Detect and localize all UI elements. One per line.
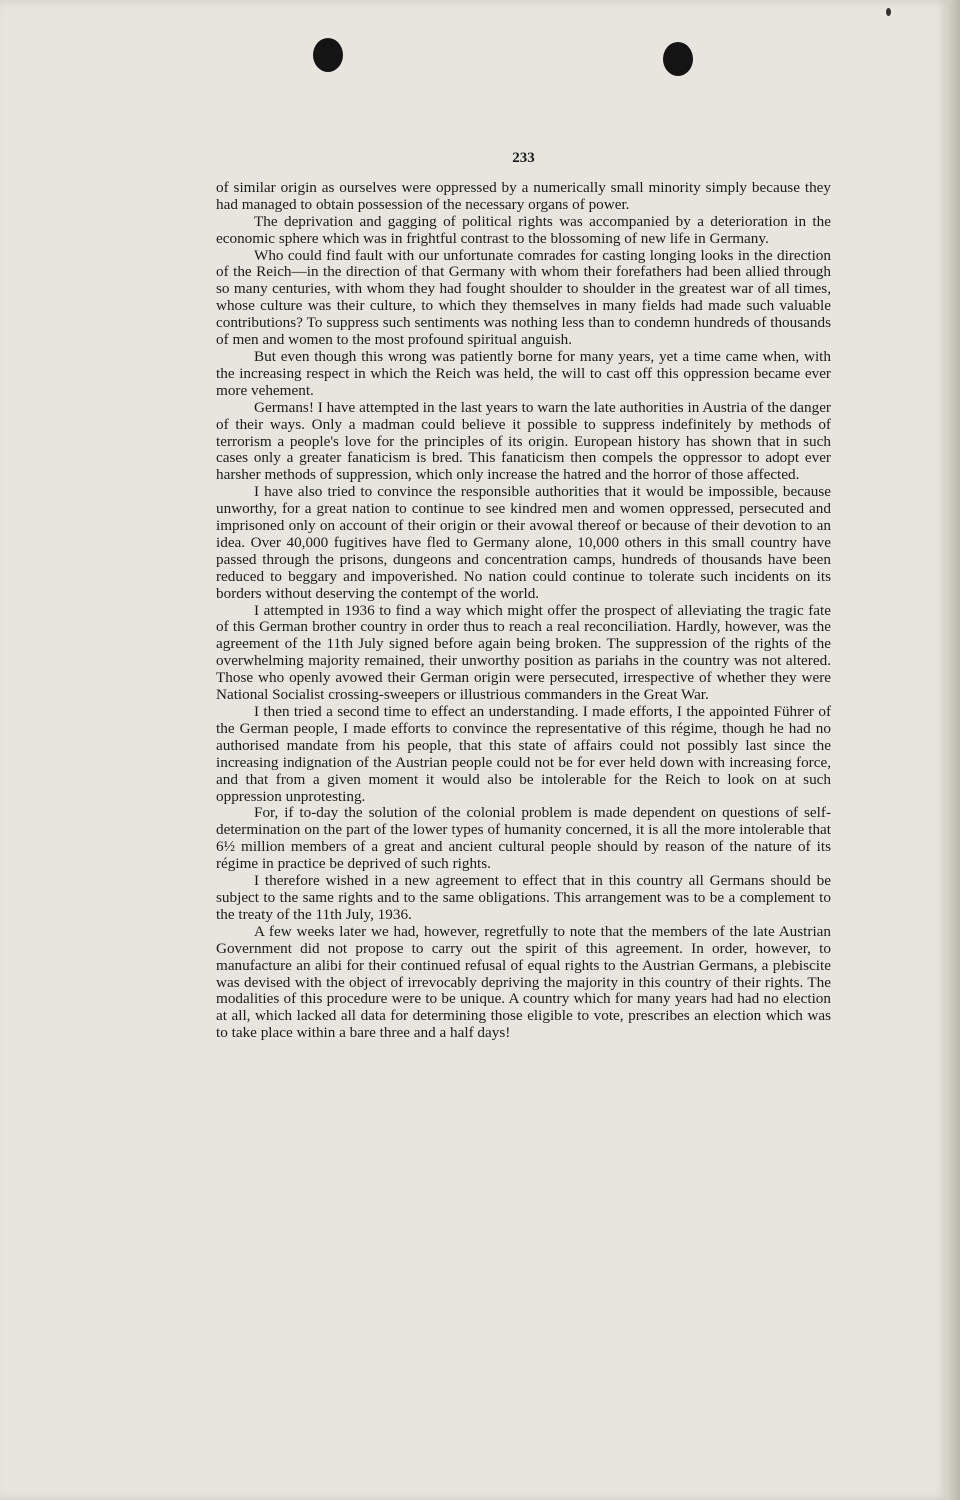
punch-hole-left — [313, 38, 343, 72]
paragraph: I therefore wished in a new agreement to effect that in this country all Germans should be subject to the same rights and to the same obligations. This arrangement was to be a complement to the treaty of the 11th July, 1936. — [216, 872, 831, 923]
paragraph: A few weeks later we had, however, regretfully to note that the members of the late Austrian Government did not propose to carry out the spirit of this agreement. In order, however, to manufacture an alibi for their continued refusal of equal rights to the Austrian Germans, a plebiscite was devised with the object of irrevocably depriving the majority in this country of their rights. The modalities of this procedure were to be unique. A country which for many years had had no election at all, which lacked all data for determining those eligible to vote, prescribes an election which was to take place within a bare three and a half days! — [216, 922, 831, 1042]
paragraph: I then tried a second time to effect an understanding. I made efforts, I the appointed Führer of the German people, I made efforts to convince the representative of this régime, though he had no authorised mandate from his people, that this state of affairs could not possibly last since the increasing indignation of the Austrian people could not be for ever held down with increasing force, and that from a given moment it would also be intolerable for the Reich to look on at such oppression unprotesting. — [216, 703, 831, 805]
paragraph: The deprivation and gagging of political rights was accompanied by a deterioration in the economic sphere which was in frightful contrast to the blossoming of new life in Germany. — [216, 212, 831, 247]
paragraph: Who could find fault with our unfortunate comrades for casting longing looks in the direction of the Reich—in the direction of that Germany with whom their forefathers had been allied through so many centuries, with whom they had fought shoulder to shoulder in the greatest war of all times, whose culture was their culture, to which they themselves in many fields had made such valuable contributions? To suppress such sentiments was nothing less than to condemn hundreds of thousands of men and women to the most profound spiritual anguish. — [216, 246, 831, 349]
paragraph: I have also tried to convince the responsible authorities that it would be impossible, because unworthy, for a great nation to continue to see kindred men and women oppressed, persecuted and imprisoned only on account of their origin or their avowal thereof or because of their devotion to an idea. Over 40,000 fugitives have fled to Germany alone, 10,000 others in this small country have passed through the prisons, dungeons and concentration camps, hundreds of thousands have been reduced to beggary and impoverished. No nation could continue to tolerate such incidents on its borders without deserving the contempt of the world. — [216, 483, 831, 602]
page-edge — [946, 0, 960, 1500]
page-body — [216, 150, 831, 1042]
ink-speck — [886, 8, 891, 16]
punch-hole-right — [663, 42, 693, 76]
paragraph: Germans! I have attempted in the last years to warn the late authorities in Austria of the danger of their ways. Only a madman could believe it possible to suppress indefinitely by methods of terrorism a people's love for the principles of its origin. European history has shown that in such cases only a greater fanaticism is bred. This fanaticism then compels the oppressor to adopt ever harsher methods of suppression, which only increase the hatred and the horror of those affected. — [216, 398, 831, 484]
paragraph: of similar origin as ourselves were oppressed by a numerically small minority simply because they had managed to obtain possession of the necessary organs of power. — [216, 178, 831, 213]
paragraph: For, if to-day the solution of the colonial problem is made dependent on questions of self-determination on the part of the lower types of humanity concerned, it is all the more intolerable that 6½ million members of a great and ancient cultural people should by reason of the nature of its régime in practice be deprived of such rights. — [216, 804, 831, 873]
paragraph: But even though this wrong was patiently borne for many years, yet a time came when, with the increasing respect in which the Reich was held, the will to cast off this oppression became ever more vehement. — [216, 347, 831, 399]
page-number: 233 — [512, 150, 535, 166]
paragraph: I attempted in 1936 to find a way which might offer the prospect of alleviating the tragic fate of this German brother country in order thus to reach a real reconciliation. Hardly, however, was the agreement of the 11th July signed before again being broken. The suppression of the rights of the overwhelming majority remained, their unworthy position as pariahs in the country was not altered. Those who openly avowed their German origin were persecuted, irrespective of whether they were National Socialist crossing-sweepers or illustrious commanders in the Great War. — [216, 601, 831, 704]
